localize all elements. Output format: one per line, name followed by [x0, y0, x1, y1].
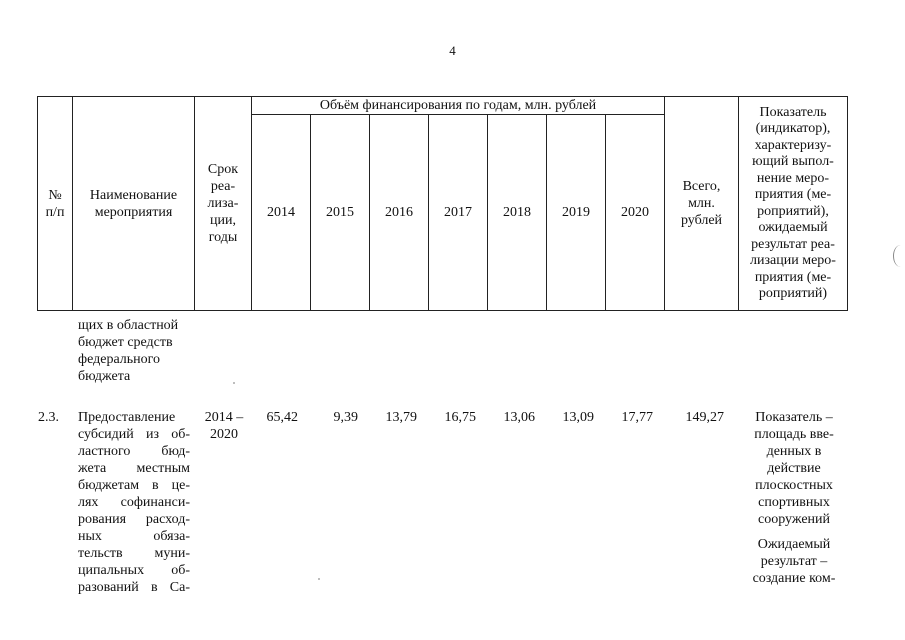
header-year: 2019: [562, 205, 590, 220]
year-value: 13,09: [562, 410, 594, 425]
row-indicator: Показатель – площадь вве- денных в действие плоскостных спортивных сооружений: [754, 410, 834, 527]
scan-speck: [233, 382, 235, 384]
header-term: Срок реа- лиза- ции, годы: [207, 162, 239, 245]
text-line: тельств муни-: [78, 546, 190, 561]
text-line: бюджетам в це-: [78, 478, 190, 493]
row-total: 149,27: [685, 410, 724, 425]
year-value: 13,06: [503, 410, 535, 425]
row-expected-result: Ожидаемый результат – создание ком-: [752, 537, 836, 586]
text-line: рования расход-: [78, 512, 190, 527]
header-indicator: Показатель (индикатор), характеризу- ющий выпол- нение меро- приятия (ме- роприятий), ожидаемый результат реа- лизации меро- приятия (ме- роприятий): [750, 104, 836, 301]
header-year: 2018: [503, 205, 531, 220]
text-line: субсидий из об-: [78, 427, 190, 442]
header-funding-group: Объём финансирования по годам, млн. рублей: [319, 98, 597, 113]
scan-mark: [893, 245, 905, 267]
scan-speck: [318, 578, 320, 580]
text-line: ных обяза-: [78, 529, 190, 544]
row-name: [78, 409, 190, 596]
text-line: ластного бюд-: [78, 444, 190, 459]
year-value: 13,79: [385, 410, 417, 425]
text-line: бюджета: [78, 369, 131, 384]
header-year: 2014: [267, 205, 295, 220]
year-value: 17,77: [621, 410, 653, 425]
text-line: ципальных об-: [78, 563, 190, 578]
text-line: бюджет средств: [78, 335, 173, 350]
year-value: 9,39: [333, 410, 358, 425]
page-number: 4: [449, 43, 456, 58]
year-value: 65,42: [266, 410, 298, 425]
text-line: федерального: [78, 352, 161, 367]
text-line: разований в Са-: [78, 580, 190, 595]
row-number: 2.3.: [38, 410, 59, 425]
table-header-bottom-border: [37, 310, 848, 311]
text-line: лях софинанси-: [78, 495, 190, 510]
header-num: № п/п: [45, 187, 65, 220]
header-year: 2015: [326, 205, 354, 220]
year-value: 16,75: [444, 410, 476, 425]
continuation-text: [78, 317, 190, 385]
header-year: 2017: [444, 205, 472, 220]
text-line: жета местным: [78, 461, 190, 476]
text-line: Предоставление: [78, 410, 176, 425]
header-total: Всего, млн. рублей: [680, 179, 723, 228]
header-year: 2016: [385, 205, 413, 220]
header-name: Наименование мероприятия: [89, 187, 178, 220]
header-year: 2020: [621, 205, 649, 220]
row-term: 2014 – 2020: [204, 410, 244, 442]
text-line: щих в областной: [78, 318, 179, 333]
